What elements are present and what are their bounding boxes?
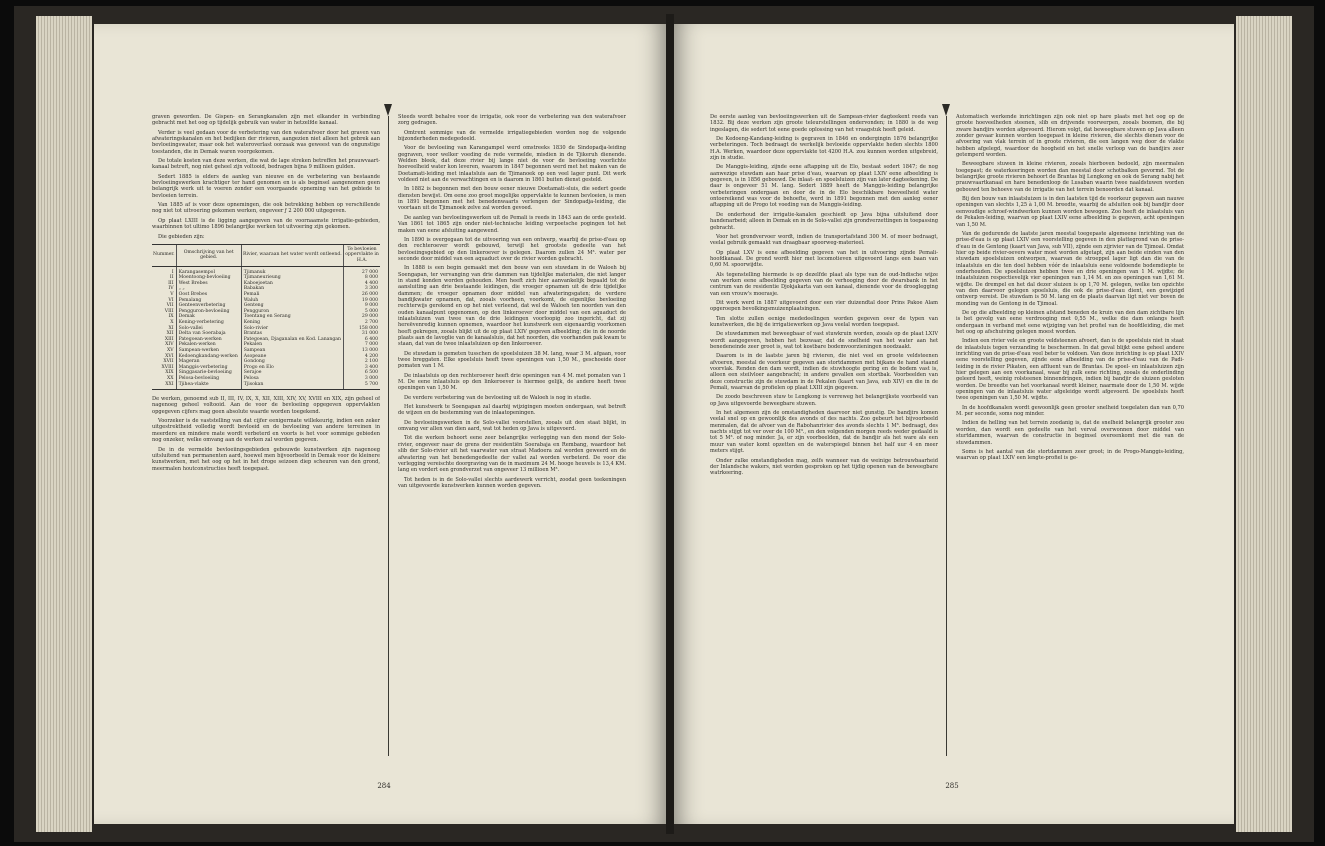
paragraph: De Manggis-leiding, zijnde eene aftapping uit de Elo, bestaat sedert 1847; de nog aanwezige stuwdam aan haar prise d'eau, waarvan op plaat LXIV eene afbeelding is gegeven, is in 1856 gebouwd. De inlaat- en spoelsluizen zijn van later dagteekening. De daar is ongeveer 51 M. lang. Sedert 1889 heeft de Manggis-leiding belangrijke verbeteringen ondergaan en door de in de Elo beschikbare hoeveelheid water ontoereikend was voor de behoefte, werd in 1891 begonnen met den aanleg eener aftapping uit de Progo tot voeding van de Manggis-leiding. [710, 164, 938, 209]
cell-river: Babakan [241, 286, 343, 292]
right-page [674, 24, 1234, 824]
cell-river: Genteng [241, 303, 343, 309]
cell-river: Toentang en Serang [241, 314, 343, 320]
paragraph: Indien een rivier vele en groote veldsteenen afvoert, dan is de spoelsluis niet in staat de inlaatsluis tegen verzanding te beschermen. In dat geval blijkt eene geheel andere inrichting van de prise-d'eau veel beter te voldoen. Van deze inrichting is op plaat LXIV eene voorstelling gegeven, zijnde eene afbeelding van de prise-d'eau van de Padi-leiding in de rivier Pikaten, een affluent van de Brantas. De spoel- en inlaatsluizen zijn hier gelegen aan een voorkanaal, waar bij zulk eene richting, zooals de onderlinding geleerd heeft, weinig rolsteenen binnendringen, indien bij bandjir de sluizen gesloten worden. De breedte van het voorkanaal wordt kleiner, naarmate door de 1,50 M. wijde openingen van de inlaatsluis water afgeleidge wordt afgevoerd. De spoelsluis heeft twee openingen van 1,50 M. wijdte. [956, 338, 1184, 402]
left-col2-text [398, 114, 626, 489]
cell-description: West Brebes [176, 281, 241, 287]
paragraph: Op plaat LXIII is de ligging aangegeven van de voornaamste irrigatie-gebieden, waarbinnen tot ultimo 1896 belangrijke werken tot uitvoering zijn gekomen. [152, 217, 380, 231]
cell-number: II [169, 275, 174, 281]
left-page-edges [36, 16, 92, 832]
cell-river: Tjimanuk [241, 266, 343, 275]
cell-description: Manggis-verbetering [176, 365, 241, 371]
cell-number: VIII [164, 308, 174, 314]
cell-description: Moentoong-bevloeiing [176, 275, 241, 281]
cell-number: IV [168, 286, 174, 292]
right-page-column-1 [710, 114, 938, 764]
paragraph: Tot die werken behoort eene zeer belangrijke verlegging van den mond der Solo-rivier, ongeveer naar de grens der residentiën Soerabaja en Rembang, waardoor het slib der Solo-rivier uit het vaarwater van straat Madoera zal worden geweerd en de afwatering van het benedengedeelte der vallei zal worden verbeterd. De voor die verlegging vereischte doorgraving van de in maximum 24 M. hooge heuvels is 13,4 KM. lang en vordert een grondverzet van ongeveer 13 millioen M³. [398, 435, 626, 474]
right-page-edges [1236, 16, 1292, 832]
paragraph: De in de vermelde bevloeiingsgebieden gebouwde kunstwerken zijn nagenoeg uitsluitend van permanenten aard, hoewel men bijvoorbeeld in Demak voor de kleinere kunstwerken, met het oog op het in het droge seizoen diep scheuren van den grond, meermalen houtconstructies heeft toegepast. [152, 446, 380, 472]
cell-river: Progo en Elo [241, 365, 343, 371]
paragraph: Daarom is in de laatste jaren bij rivieren, die niet veel en groote veldsteenen afvoeren, meestal de voorkeur gegeven aan stortdammen met bijkans de hand staand voorvlak. Renden den dam wordt, indien de stuwhoogte gering en de bodem vast is, alleen een steilvloer aangebracht; in andere gevallen een stortbak. Voorbeelden van deze constructie zijn de stuwdam in de Pekalen (kaart van Java, sub XIV) en die in de Pemali, waarvan de profielen op plaat LXIII zijn gegeven. [710, 353, 938, 392]
cell-area: 3 400 [344, 365, 380, 371]
paragraph: Voor het grondvervoer wordt, indien de transportafstand 300 M. of meer bedraagt, veelal gebruik gemaakt van draagbaar spoorweg-materieel. [710, 233, 938, 247]
paragraph: De op die afbeelding op kleinen afstand beneden de kruin van den dam zichtbare lijn is het gevolg van eene verdrooging met 0,55 M., welke die dam onlangs heeft ondergaan in verband met eene wijziging van het profiel van de hoofdleiding, die met het oog op afschuiving gelegen moest worden. [956, 309, 1184, 335]
cell-area: 7 000 [344, 342, 380, 348]
paragraph: Die gebieden zijn: [158, 233, 205, 240]
cell-river: Solo-rivier [241, 326, 343, 332]
cell-area: 26 000 [344, 292, 380, 298]
cell-number: XXI [152, 382, 176, 390]
paragraph: Van 1885 af is voor deze opnemingen, die ook betrekking hebben op verschillende nog niet tot uitvoering gekomen werken, ongeveer ƒ 2 200 000 uitgegeven. [152, 202, 380, 215]
paragraph: Dit werk werd in 1887 uitgevoerd door een vier duizendtal door Prins Pakoe Alam opgeroepen bevolkingsmuizenplaatsingen. [710, 299, 938, 313]
cell-number: VI [168, 297, 174, 303]
cell-description: Sampean-werken [176, 348, 241, 354]
column-rule [946, 116, 947, 756]
cell-description: Delta van Soerabaja [176, 331, 241, 337]
cell-area: 4 400 [344, 281, 380, 287]
cell-description: Pekalen-werken [176, 342, 241, 348]
right-col1-text [710, 114, 938, 477]
paragraph: De onderhoud der irrigatie-kanalen geschiedt op Java bijna uitsluitend door handenarbeid; alleen in Demak en in de Solo-vallei zijn grondverzettingen in toepassing gebracht. [710, 211, 938, 231]
paragraph: In de hoofdkanalen wordt gewoonlijk geen grooter snelheid toegelaten dan van 0,70 M. per seconde, soms nog minder. [956, 404, 1184, 418]
cell-number: XIX [165, 370, 174, 376]
cell-river: Serajoe [241, 370, 343, 376]
cell-number: XX [167, 375, 174, 381]
paragraph: De werken, genoemd sub II, III, IV, IX, X, XII, XIII, XIV, XV, XVIII en XIX, zijn geheel of nagenoeg geheel voltooid. Aan de voor de bevloeiing opgegeven oppervlakten opgegeven cijfers mag geen absolute waarde worden toegekend. [152, 396, 380, 415]
book-spread [14, 6, 1314, 842]
column-arrow-icon [384, 104, 392, 116]
paragraph: De Kedoeng-Kandang-leiding is gegraven in 1846 en ondergingin 1876 belangrijke verbeteringen. Toch bedraagt de werkelijk bevloeide oppervlakte heden slechts 1800 H.A. Werken, waardoor deze oppervlakte tot 4200 H.A. zou kunnen worden uitgebreid, zijn in studie. [710, 136, 938, 162]
cell-number: I [171, 269, 174, 275]
cell-area: 5 000 [344, 309, 380, 315]
cell-river: Pekalen [241, 342, 343, 348]
table-header-description: Omschrijving van het gebied. [176, 244, 241, 266]
cell-area: 3 300 [344, 286, 380, 292]
cell-description: Kening-verbetering [176, 320, 241, 326]
paragraph: Tot heden is in de Solo-vallei slechts aardewerk verricht, zoodat geen teekeningen van uitgevoerde kunstwerken kunnen worden gegeven. [398, 476, 626, 489]
table-row [152, 382, 380, 390]
paragraph: Het kunstwerk te Soengapan zal daarbij wijzigingen moeten ondergaan, wat betreft de wijzen en de bestemming van de inlaatopeningen. [398, 404, 626, 417]
right-page-column-2 [956, 114, 1184, 764]
left-col1-conclusion [152, 396, 380, 472]
table-header-area: Te bevloeien oppervlakte in H.A. [344, 244, 380, 266]
cell-number: III [168, 280, 174, 286]
cell-river: Brantas [241, 331, 343, 337]
cell-description: Pelosa-bevloeiing [176, 376, 241, 382]
cell-description: Pengguron-bevloeiing [176, 309, 241, 315]
paragraph: Steeds wordt behalve voor de irrigatie, ook voor de verbetering van den waterafvoer zorg gedragen. [398, 114, 626, 127]
cell-description: Pemalang [176, 298, 241, 304]
cell-number: XIV [165, 342, 174, 348]
paragraph: De eerste aanleg van bevloeiingswerken uit de Sampean-rivier dagteekent reeds van 1832. Bij deze werken zijn groote teleurstellingen ondervonden; in 1880 is de weg ingeslagen, die sedert tot eene goede oplossing van het vraagstuk heeft geleid. [710, 114, 938, 133]
cell-number: IX [168, 314, 174, 320]
paragraph: Voorzeker is de vaststelling van dat cijfer eenigermate willekeurig, indien een zeker uitgestrektheid volledig wordt bevloeid en de bevloeiing van andere terreinen in meerdere en mindere mate wordt verbeterd en voorts is het voor sommige gebieden nog onzeker, welke omvang aan de werken zal worden gegeven. [152, 418, 380, 444]
cell-area: 6 400 [344, 337, 380, 343]
left-page [94, 24, 666, 824]
cell-description: Kedoengkandang-werken [176, 354, 241, 360]
table-header-number: Nummer. [152, 244, 176, 266]
paragraph: De inlaatsluis op den rechteroever heeft drie openingen van 4 M. met pomaten van 1 M. De eene inlaatsluis op den linkeroever is hiermee gelijk, de andere heeft twee openingen van 1,50 M. [398, 372, 626, 392]
cell-area: 13 000 [344, 348, 380, 354]
cell-description: Demak [176, 314, 241, 320]
table-row [152, 266, 380, 275]
cell-area: 2 700 [344, 320, 380, 326]
cell-area: 2 100 [344, 359, 380, 365]
paragraph: De aanleg van bevloeiingswerken uit de Pemali is reeds in 1843 aan de orde gesteld. Van 1861 tot 1865 zijn onder niet-technische leiding verpoetsche pogingen tot het maken van eene afsluiting aangewend. [398, 214, 626, 234]
cell-area: 19 000 [344, 298, 380, 304]
cell-description: Pategoean-werken [176, 337, 241, 343]
paragraph: Indien de helling van het terrein zoodanig is, dat de snelheid belangrijk grooter zou worden, dan wordt een gedeelte van het verval overwonnen door middel van sturtdammen, waarvan de constructie in beginsel overeenkomt met die van de stuwdammen. [956, 420, 1184, 446]
irrigation-areas-table [152, 244, 380, 390]
paragraph: De totale kosten van deze werken, die wat de lage streken betreffen het prauwvaart-kanaal betreft, nog niet geheel zijn voltooid, bedragen bijna 9 millioen gulden. [152, 158, 380, 171]
cell-river: Sampean [241, 348, 343, 354]
page-number-left: 284 [377, 782, 391, 790]
cell-description: Singgasarie-bevloeiing [176, 370, 241, 376]
paragraph: Beweegbare stuwen in kleine rivieren, zooals hierboven bedoeld, zijn meermalen toegepast; de waterkeeringen worden dan meestal door schotbalken gevormd. Tot de belangrijke groote rivieren behoort de Brantas bij Lengkong en ook de Serang nabij het prauwvaartkanaal en hare benedenloop de Lusaban waarin twee naaldstuwen worden gebouwd ten behoeve van de irrigatie van het terrein benoorden dat kanaal. [956, 161, 1184, 193]
cell-river: Asopeane [241, 354, 343, 360]
cell-area: 6 500 [344, 370, 380, 376]
cell-river: Gondong [241, 359, 343, 365]
cell-description: Mageran [176, 359, 241, 365]
cell-number: XVI [165, 353, 174, 359]
paragraph: Ten slotte zullen eenige mededeelingen worden gegeven over de typen van kunstwerken, die bij de irrigatiewerken op Java veelal worden toegepast. [710, 315, 938, 328]
cell-river: Pengguron [241, 309, 343, 315]
book-spine [666, 14, 674, 834]
paragraph: Omtrent sommige van de vermelde irrigatiegebieden worden nog de volgende bijzonderheden medegedeeld. [398, 129, 626, 143]
cell-area: 3 000 [344, 376, 380, 382]
paragraph: Voor de bevloeiing van Karangampel werd omstreeks 1830 de Sindopadja-leiding gegraven, voor welker voeding de rede vermelde, misdien in de Tjikeruh dienende. Welden bleek, dat deze rivier bij lange niet de voor de bevloeiing voorlichte hoeveelheid water kon leveren, waarom in 1847 begonnen werd met het maken van de Doetamati-leiding met inlaatsluis aan de Tjimanoek op een veel lager punt. Dit werk voldeed niet aan de verwachtingen en is daarom in 1861 buiten dienst gesteld. [398, 145, 626, 184]
cell-area: 8 000 [344, 275, 380, 281]
paragraph: Bij den bouw van inlaatsluizen is in den laatsten tijd de voorkeur gegeven aan nauwe openingen van slechts 1,25 à 1,00 M. breedte, waarbij de afsluiten ook bij bandjir door eenvoudige schroef-windwerken kunnen worden bewogen. Zoo heeft de inlaatsluis van de Pekalen-leiding, waarvan op plaat LXIV eene afbeelding is gegeven, acht openingen van 1,50 M. [956, 196, 1184, 228]
cell-number: XIII [164, 336, 174, 342]
cell-description: Tjihea-vlakte [176, 382, 241, 390]
cell-river: Pategoean, Djaganalan en Kod. Lanangan [241, 337, 343, 343]
table-header-river: Rivier, waaraan het water wordt ontleend. [241, 244, 343, 266]
cell-number: XI [168, 325, 174, 331]
page-number-right: 285 [945, 782, 959, 790]
cell-area: 9 000 [344, 303, 380, 309]
cell-river: Tjimaneurieung [241, 275, 343, 281]
cell-number: V [170, 292, 174, 297]
paragraph: Van de gedurende de laatste jaren meestal toegepaste algemeene inrichting van de prise-d'eau is op plaat LXIV een voorstelling gegeven in den plattegrond van de prise-d'eau in de Gentong (kaart van Java, sub VII), zijnde een zijrivier van de Tjimoal. Omdat hier op beide rivier-oevers water moet worden afgetapt, zijn aan beide einden van den stuwdam spoelsluizen ontworpen, waarvan de stroeppel lager ligt dan die van de inlaatsluis en die ten doel hebben vóór de inlaatsluis eene voldoende bodemdiepte te onderhouden. De spoelsluizen hebben twee en drie openingen van 1 M. wijdte; de inlaatsluizen respectievelijk vier openingen van 1,14 M. en zes openingen van 1,61 M. wijdte. De drempel en het dal dezer sluizen is op 1,70 M. gelegen, welke ten opzichte van den daarvoor gelegen spoelsluis, die ook de prise-d'eau dient, een gewijzigd ontwerp vereist. De stuwdam is 50 M. lang en de plaats daarvan ligt niet ver boven de monding van de Gentong in de Tjimoal. [956, 230, 1184, 307]
paragraph: De stuwdammen met beweegbaar of vast stuwkruin worden, zooals op de plaat LXIV wordt aangegeven, hebben het bezwaar, dat de snelheid van het water aan het benedeneinde zeer groot is, wat tot kostbare bodemvoorzieningen noodzaakt. [710, 331, 938, 350]
cell-description: Solo-vallei [176, 326, 241, 332]
cell-area: 27 000 [344, 266, 380, 275]
cell-river: Waluh [241, 298, 343, 304]
paragraph: De zoodo beschreven stuw te Lengkong is verreweg het belangrijkste voorbeeld van op Java uitgevoerde beweegbare stuwen. [710, 394, 938, 407]
cell-area: 31 000 [344, 331, 380, 337]
paragraph: Automatisch werkende inrichtingen zijn ook niet op hare plaats met het oog op de groote hoeveelheden steenen, slib en drijvende voorwerpen, zooals boomen, die bij zware bandjirs worden afgevoerd. Hierom volgt, dat beweegbare stuwen op Java alleen zonder gevaar kunnen worden toegepast in kleine rivieren, die slechts dienen voor de afvoering van vlak terrein of in groote rivieren, die een langen weg door de vlakte hebben afgelegd, waardoor de hoogheid en het snelle verloop van de bandjirs zeer getemperd worden. [956, 114, 1184, 159]
paragraph: graven geworden. De Gispen- en Serangkanalen zijn met elkander in verbinding gebracht met het oog op tijdelijk gebruik van water in hetzelfde kanaal. [152, 114, 380, 127]
cell-number: XVIII [161, 364, 174, 370]
paragraph: Verder is veel gedaan voor de verbetering van den waterafvoer door het graven van afwateringskanalen en het bedijken der rivieren, aangezien niet alleen het gebrek aan bevloeiingswater, maar ook het wateroverlast oorzaak was geweest van de ongunstige toestanden, die in Demak waren voorgekomen. [152, 129, 380, 155]
paragraph: In 1890 is overgegaan tot de uitvoering van een ontwerp, waarbij de prise-d'eau op den rechteroever wordt gebouwd, terwijl het grootste gedeelte van het bevloeiingsgebied op den linkeroever is gelegen. Daarom zullen 24 M³. water per seconde door middel van een aquaduct over de rivier worden gebracht. [398, 236, 626, 262]
left-page-column-1 [152, 114, 380, 764]
paragraph: De stuwdam is gemeten tusschen de spoelsluizen 38 M. lang, waar 3 M. afgaan, voor twee breggaten. Elke spoelsluis heeft twee openingen van 1,50 M., geschoeide door pomaten van 1 M. [398, 350, 626, 370]
cell-river: Tjisokan [241, 382, 343, 390]
cell-number: XII [166, 331, 174, 337]
cell-river: Kaboejoetan [241, 281, 343, 287]
cell-description: Oost Brebes [176, 292, 241, 298]
column-rule [388, 116, 389, 756]
column-arrow-icon [942, 104, 950, 116]
cell-river: Kening [241, 320, 343, 326]
cell-description: Karangasempol [176, 266, 241, 275]
cell-number: XV [166, 347, 174, 353]
paragraph: Als tegenstelling hiermede is op dezelfde plaat als type van de oud-Indische wijze van werken eene afbeelding gegeven van de verhooging door de dwarsbank in het centrum van de residentie Djokjakarta van een kanaal, dienende voor de drooglegging van een vrouw's moerasje. [710, 271, 938, 297]
paragraph: De bevloeiingswerken in de Solo-vallei voorstellen, zooals uit den staat blijkt, in omvang ver allen van dien aard, wat tot heden op Java is uitgevoerd. [398, 419, 626, 433]
paragraph: De verdere verbetering van de bevloeiing uit de Waloeh is nog in studie. [404, 394, 592, 401]
paragraph: Sedert 1885 is elders de aanleg van nieuwe en de verbetering van bestaande bevloeiingswerken krachtiger ter hand genomen en is als beginsel aangenomen geen belangrijk werk uit te voeren zonder een voorgaande opneming van het gebiede te bevloeien terrein. [152, 173, 380, 199]
paragraph: In 1882 is begonnen met den bouw eener nieuwe Doetamati-sluis, die sedert goede diensten bewijst. Om eene zoo groot mogelijke oppervlakte te kunnen bevloeien, is men in 1891 begonnen met het benedenwaarts verlengen der Sindopadja-leiding, die voortaan uit de Tjimanoek zelve zal worden gevoed. [398, 186, 626, 212]
cell-description: „ „ [176, 286, 241, 292]
cell-river: Pemali [241, 292, 343, 298]
cell-number: XVII [163, 359, 174, 365]
cell-number: X [170, 319, 174, 325]
left-col1-intro [152, 114, 380, 240]
right-col2-text [956, 114, 1184, 462]
left-page-column-2 [398, 114, 626, 764]
paragraph: Onder zulke omstandigheden mag, zelfs wanneer van de weinige betrouwbaarheid der Inlandsche wakers, niet worden gesproken op het tijdig openen van de beweegbare watrkeering. [710, 457, 938, 477]
paragraph: In het algemeen zijn de omstandigheden daarvoor niet gunstig. De bandjirs komen veelal snel op en gewoonlijk des avonds of des nachts. Zoo gebeurt het bijvoorbeeld menmalen, dat de afvoer van de Rabohanrivier des avonds slechts 1 M³. bedraagt, des nachts stijgt tot ver over de 100 M³., en den volgenden morgen reeds weder gedaald is tot 5 M³. of nog minder. Ja, er zijn voorbeelden, dat de bandjir als het ware als een muur van water komt opzetten en de waterspiegel binnen het half uur 4 en meer meters stijgt. [710, 410, 938, 455]
cell-number: VII [166, 303, 174, 309]
cell-area: 5 700 [344, 382, 380, 390]
paragraph: Op plaat LXV is eene afbeelding gegeven van het in uitvoering zijnde Pemali-hoofdkanaal. De grond wordt hier met locomotieven uitgevoerd langs een baan van 0,60 M. spoorwijdte. [710, 249, 938, 269]
cell-area: 4 200 [344, 354, 380, 360]
cell-area: 158 000 [344, 326, 380, 332]
paragraph: Soms is het aantal van die stortdammen zeer groot; in de Progo-Manggis-leiding, waarvan op plaat LXIV een lengte-profiel is ge- [956, 448, 1184, 462]
table-body [152, 266, 380, 389]
cell-river: Pelosa [241, 376, 343, 382]
cell-description: Genteenverbetering [176, 303, 241, 309]
paragraph: In 1888 is een begin gemaakt met den bouw van een stuwdam in de Waloeh bij Soengapan, ter vervanging van drie dammen van tijdelijke materialen, die niet langer in stand konden worden gehouden. Men heeft zich hier aanvankelijk bepaald tot de aansluiting aan drie bestaande leidingen, die vroeger opnamen uit de drie tijdelijke dammen; de vroeger opnamen door middel van afwateringsgaten; de verdere bandijkwater opnamen, dat, zooals voorheen, voorkomt, de eigenlijke bevloeiing rechterwijs gerekend en op het niet verleend, dat wel de Waloeh ten noorden van den ouden kanaalpunt opgenomen, op den linkeroever door middel van een aquaduct de inlaatsluizen van twee van de drie leidingen voorloopig zoo ingericht, dat zij hereëvenredig kunnen opnemen, waardoor het kunstwerk een eigenaardig voorkomen heeft gekregen, zooals blijkt uit de op plaat LXIV gegeven afbeelding; die in de noorde plaats aan de lavoglie van de kanaalsluis, dat het noorden, die voorhanden pak kwam te staan, dat van de twee inlaatsluizen op den linkeroever. [398, 265, 626, 348]
cell-area: 29 000 [344, 314, 380, 320]
